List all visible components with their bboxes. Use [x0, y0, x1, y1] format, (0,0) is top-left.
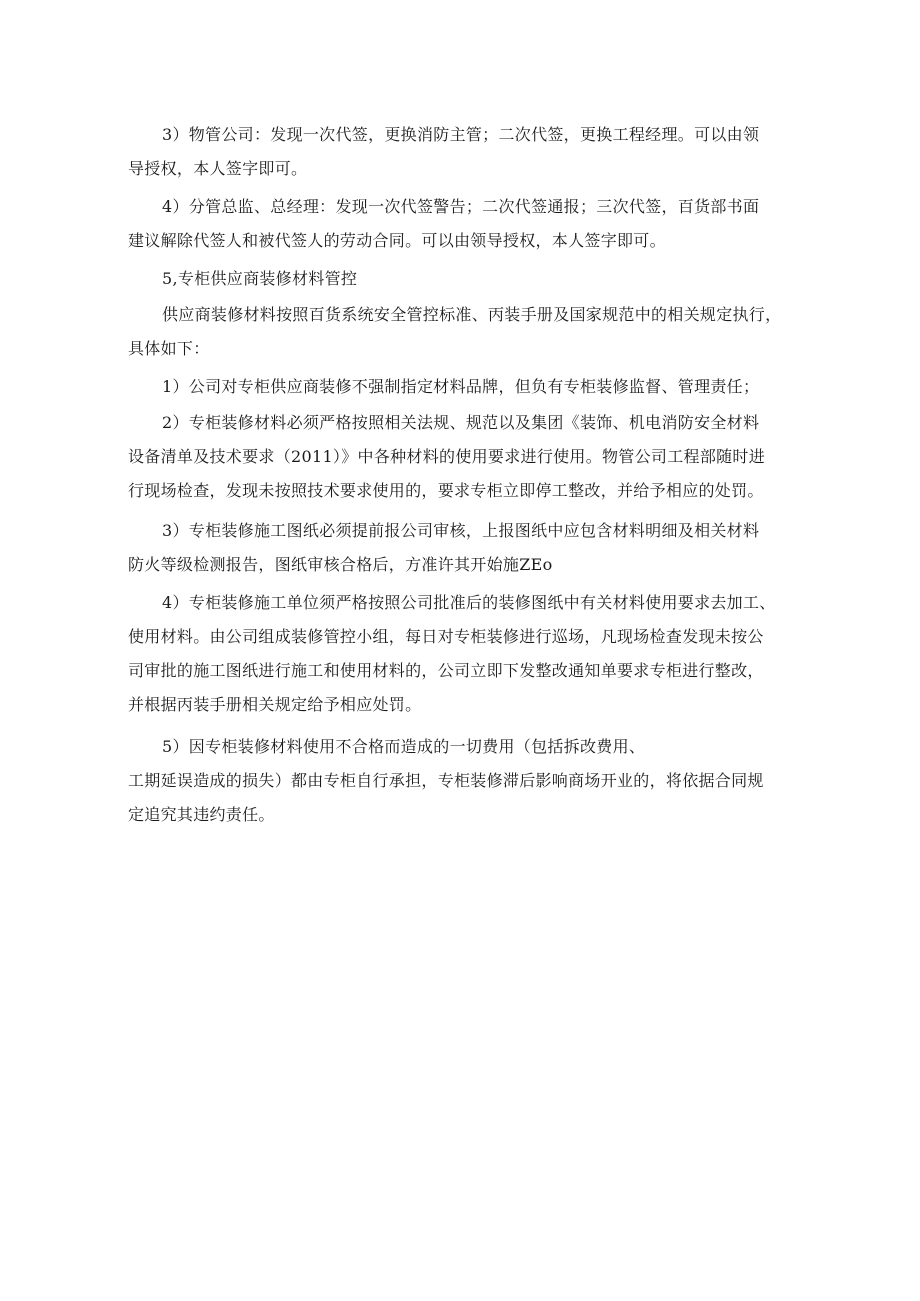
- text-line: 3）专柜装修施工图纸必须提前报公司审核，上报图纸中应包含材料明细及相关材料: [162, 521, 760, 540]
- text-line: 并根据丙装手册相关规定给予相应处罚。: [128, 695, 422, 714]
- heading-line: 5,专柜供应商装修材料管控: [162, 269, 358, 288]
- text-line: 2）专柜装修材料必须严格按照相关法规、规范以及集团《装饰、机电消防安全材料: [162, 413, 760, 432]
- text-line: 导授权，本人签字即可。: [128, 159, 308, 178]
- section-heading-5: [128, 262, 808, 296]
- text-line: 4）专柜装修施工单位须严格按照公司批准后的装修图纸中有关材料使用要求去加工、: [162, 593, 776, 612]
- paragraph-item-4: [128, 586, 808, 722]
- text-line: 行现场检查，发现未按照技术要求使用的，要求专柜立即停工整改，并给予相应的处罚。: [128, 481, 764, 500]
- paragraph-item-4-general-manager: [128, 190, 808, 258]
- text-line: 1）公司对专柜供应商装修不强制指定材料品牌，但负有专柜装修监督、管理责任；: [162, 377, 760, 396]
- text-line: 4）分管总监、总经理：发现一次代签警告；二次代签通报；三次代签，百货部书面: [162, 197, 760, 216]
- paragraph-item-2: [128, 406, 808, 508]
- text-line: 供应商装修材料按照百货系统安全管控标准、丙装手册及国家规范中的相关规定执行，: [162, 305, 782, 324]
- text-line: 定追究其违约责任。: [128, 805, 275, 824]
- text-line: 工期延误造成的损失）都由专柜自行承担，专柜装修滞后影响商场开业的，将依据合同规: [128, 771, 764, 790]
- paragraph-item-5: [128, 730, 808, 832]
- text-line: 具体如下：: [128, 339, 210, 358]
- paragraph-item-3: [128, 514, 808, 582]
- paragraph-intro: [128, 298, 808, 366]
- text-line: 司审批的施工图纸进行施工和使用材料的，公司立即下发整改通知单要求专柜进行整改，: [128, 661, 764, 680]
- text-line: 使用材料。由公司组成装修管控小组，每日对专柜装修进行巡场，凡现场检查发现未按公: [128, 627, 764, 646]
- paragraph-item-3-property-company: [128, 118, 808, 186]
- text-line: 建议解除代签人和被代签人的劳动合同。可以由领导授权，本人签字即可。: [128, 231, 666, 250]
- text-line: 5）因专柜装修材料使用不合格而造成的一切费用（包括拆改费用、: [162, 737, 646, 756]
- paragraph-item-1: [128, 370, 808, 404]
- text-line: 防火等级检测报告，图纸审核合格后，方准许其开始施ZEo: [128, 555, 553, 574]
- text-line: 设备清单及技术要求（2011）》中各种材料的使用要求进行使用。物管公司工程部随时进: [128, 447, 766, 466]
- text-line: 3）物管公司：发现一次代签，更换消防主管；二次代签，更换工程经理。可以由领: [162, 125, 760, 144]
